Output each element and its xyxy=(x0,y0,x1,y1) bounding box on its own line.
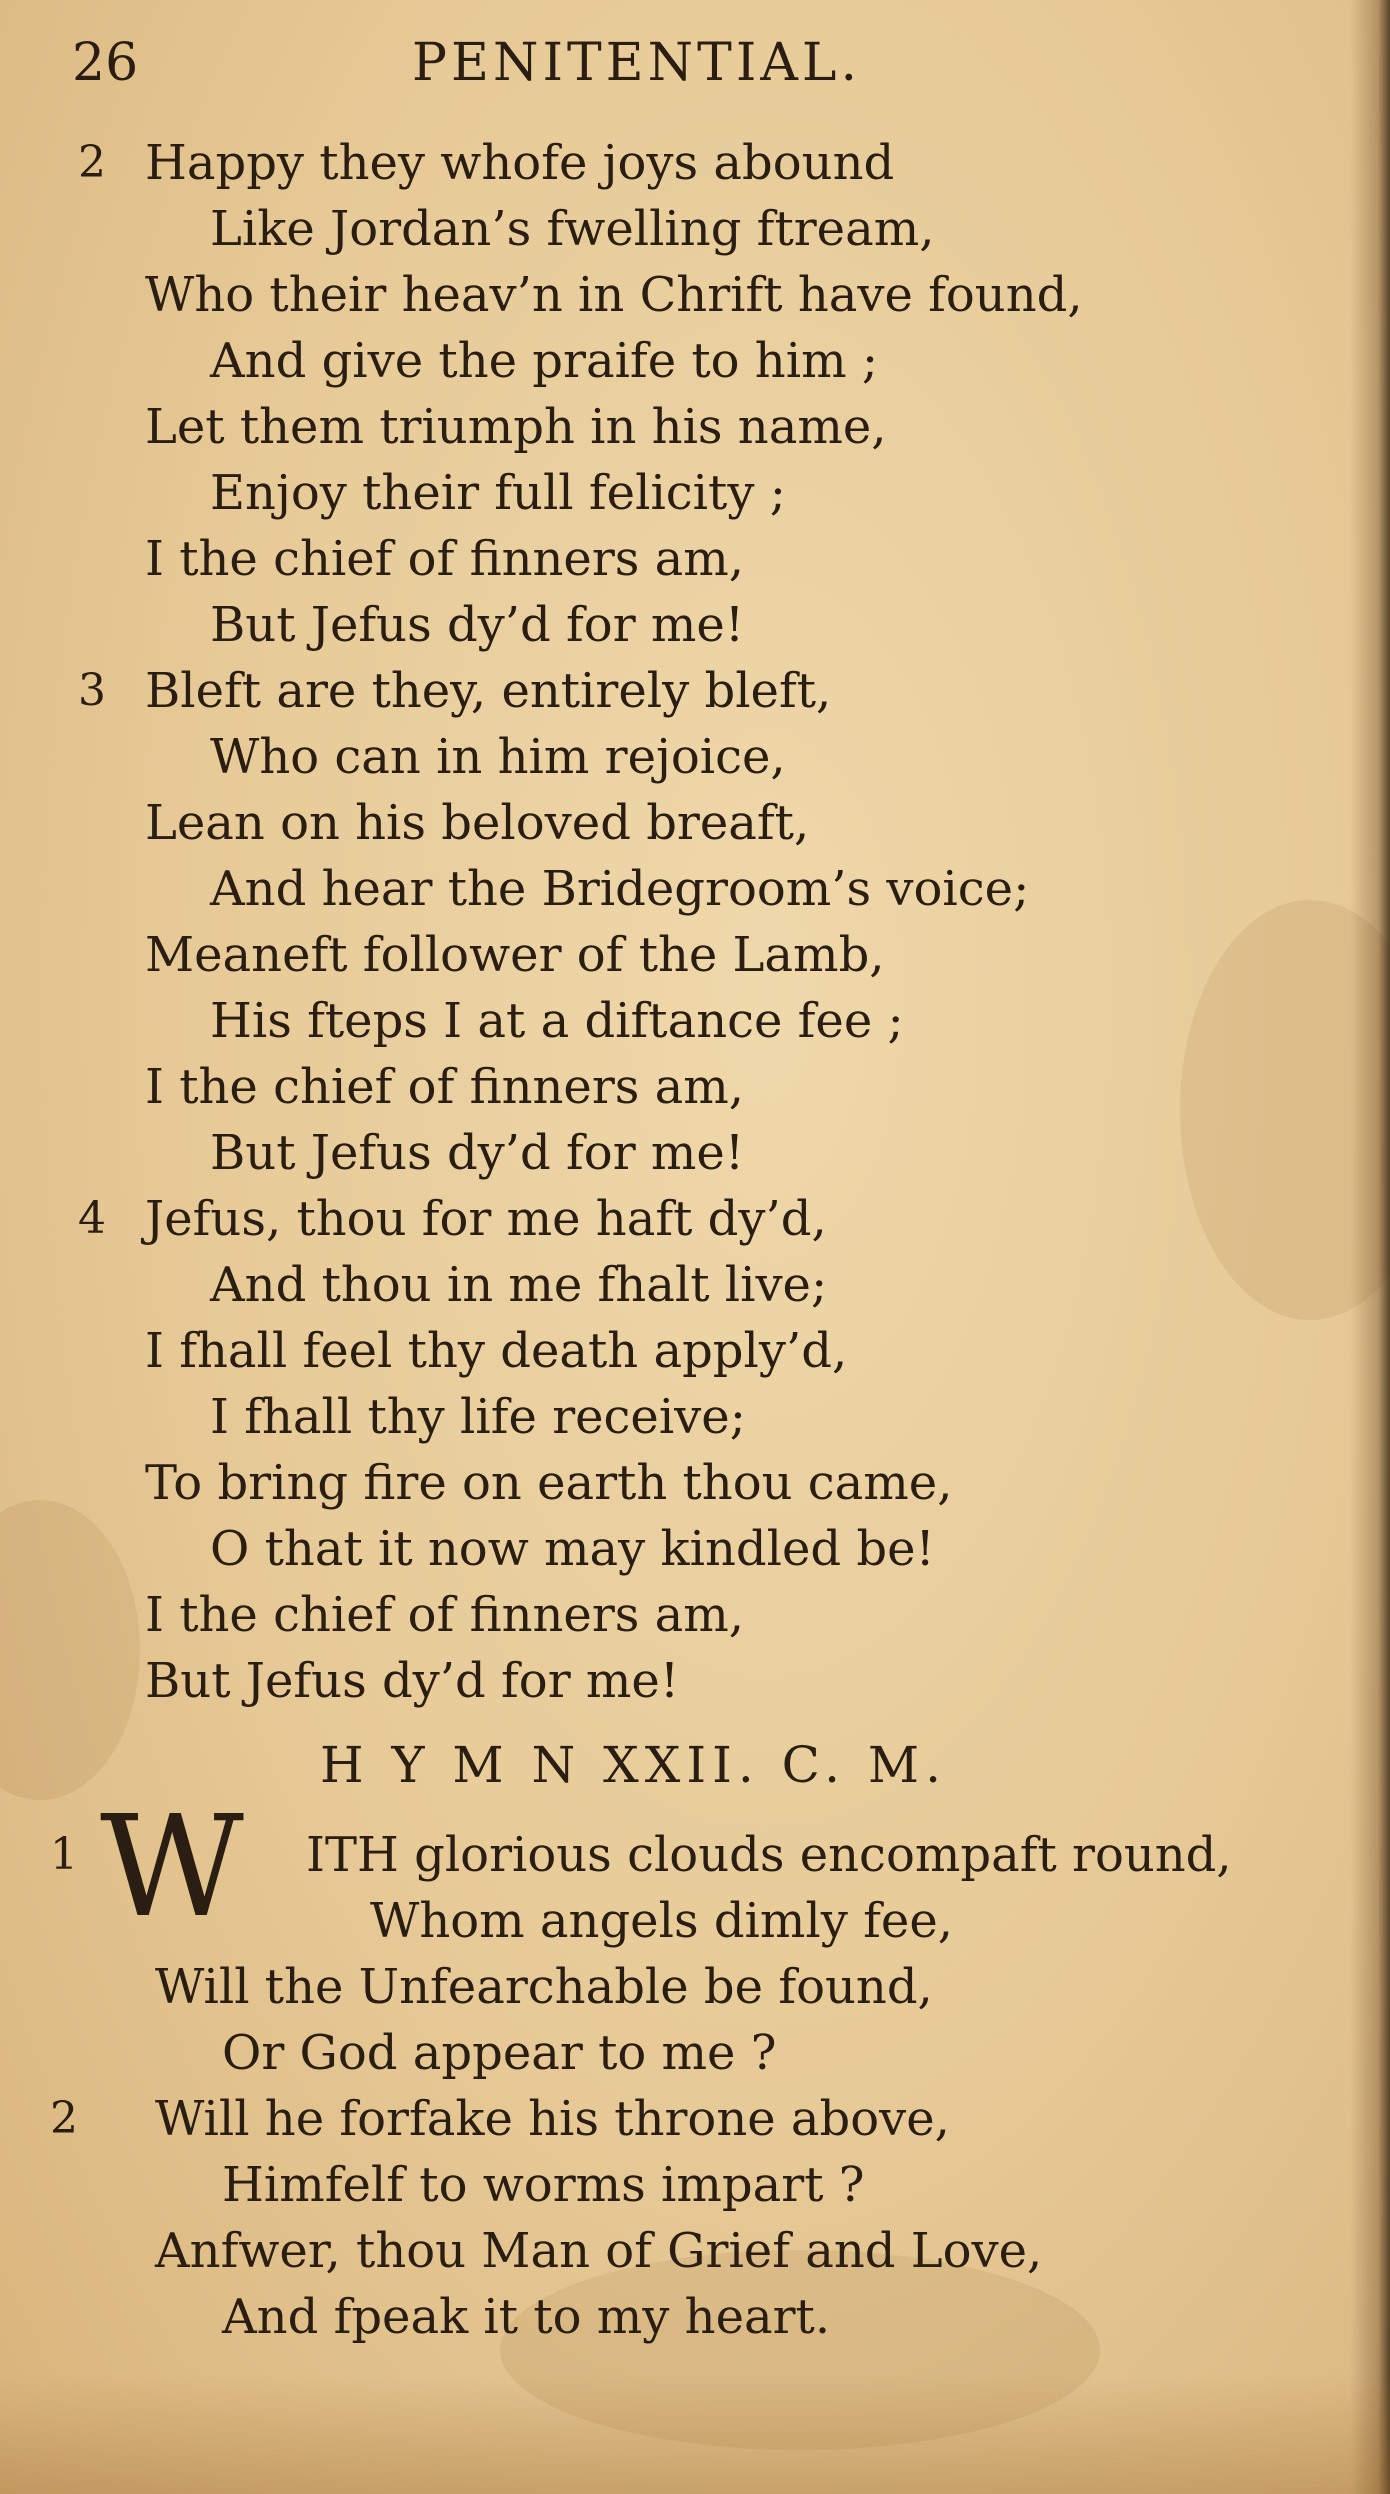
verse-line: Who their heav’n in Chrift have found, xyxy=(145,267,1083,323)
verse-line: But Jefus dy’d for me! xyxy=(210,1125,745,1181)
verse-line: To bring fire on earth thou came, xyxy=(145,1455,953,1511)
verse-line: And fpeak it to my heart. xyxy=(222,2289,831,2345)
hymn-heading: H Y M N XXII. C. M. xyxy=(320,1736,947,1794)
verse-line: Let them triumph in his name, xyxy=(145,399,887,455)
page-number: 26 xyxy=(72,33,139,93)
verse-line: ITH glorious clouds encompaft round, xyxy=(306,1827,1232,1883)
verse-line: Enjoy their full felicity ; xyxy=(210,465,786,521)
verse-line: Who can in him rejoice, xyxy=(210,729,786,785)
verse-line: Or God appear to me ? xyxy=(222,2025,777,2081)
verse-line: And give the praife to him ; xyxy=(210,333,879,389)
verse-line: I the chief of finners am, xyxy=(145,1059,745,1115)
verse-line: Happy they whofe joys abound xyxy=(145,135,895,191)
verse-number: 2 xyxy=(50,2093,78,2144)
verse-line: Whom angels dimly fee, xyxy=(370,1893,953,1949)
verse-line: Anfwer, thou Man of Grief and Love, xyxy=(155,2223,1043,2279)
verse-line: Like Jordan’s fwelling ftream, xyxy=(210,201,935,257)
verse-line: Will he forfake his throne above, xyxy=(155,2091,950,2147)
verse-line: Will the Unfearchable be found, xyxy=(155,1959,933,2015)
verse-number: 1 xyxy=(50,1829,78,1880)
verse-line: Jefus, thou for me haft dy’d, xyxy=(145,1191,827,1247)
drop-cap: W xyxy=(100,1786,244,1949)
paper-stain xyxy=(0,1500,140,1800)
verse-line: But Jefus dy’d for me! xyxy=(210,597,745,653)
page-edge-shadow xyxy=(1350,0,1390,2494)
verse-line: I fhall feel thy death apply’d, xyxy=(145,1323,848,1379)
verse-line: Himfelf to worms impart ? xyxy=(222,2157,865,2213)
verse-line: Bleft are they, entirely bleft, xyxy=(145,663,832,719)
verse-line: I the chief of finners am, xyxy=(145,531,745,587)
verse-number: 2 xyxy=(78,137,106,188)
page-bottom-shadow xyxy=(0,2374,1390,2494)
verse-line: And thou in me fhalt live; xyxy=(210,1257,828,1313)
verse-number: 3 xyxy=(78,665,106,716)
verse-line: O that it now may kindled be! xyxy=(210,1521,935,1577)
verse-line: Meaneft follower of the Lamb, xyxy=(145,927,885,983)
page-header xyxy=(72,28,1272,98)
verse-line: Lean on his beloved breaft, xyxy=(145,795,810,851)
running-title: PENITENTIAL. xyxy=(412,33,861,93)
verse-line: His fteps I at a diftance fee ; xyxy=(210,993,904,1049)
verse-line: But Jefus dy’d for me! xyxy=(145,1653,680,1709)
verse-number: 4 xyxy=(78,1193,106,1244)
verse-line: I the chief of finners am, xyxy=(145,1587,745,1643)
verse-line: I fhall thy life receive; xyxy=(210,1389,746,1445)
verse-line: And hear the Bridegroom’s voice; xyxy=(210,861,1030,917)
